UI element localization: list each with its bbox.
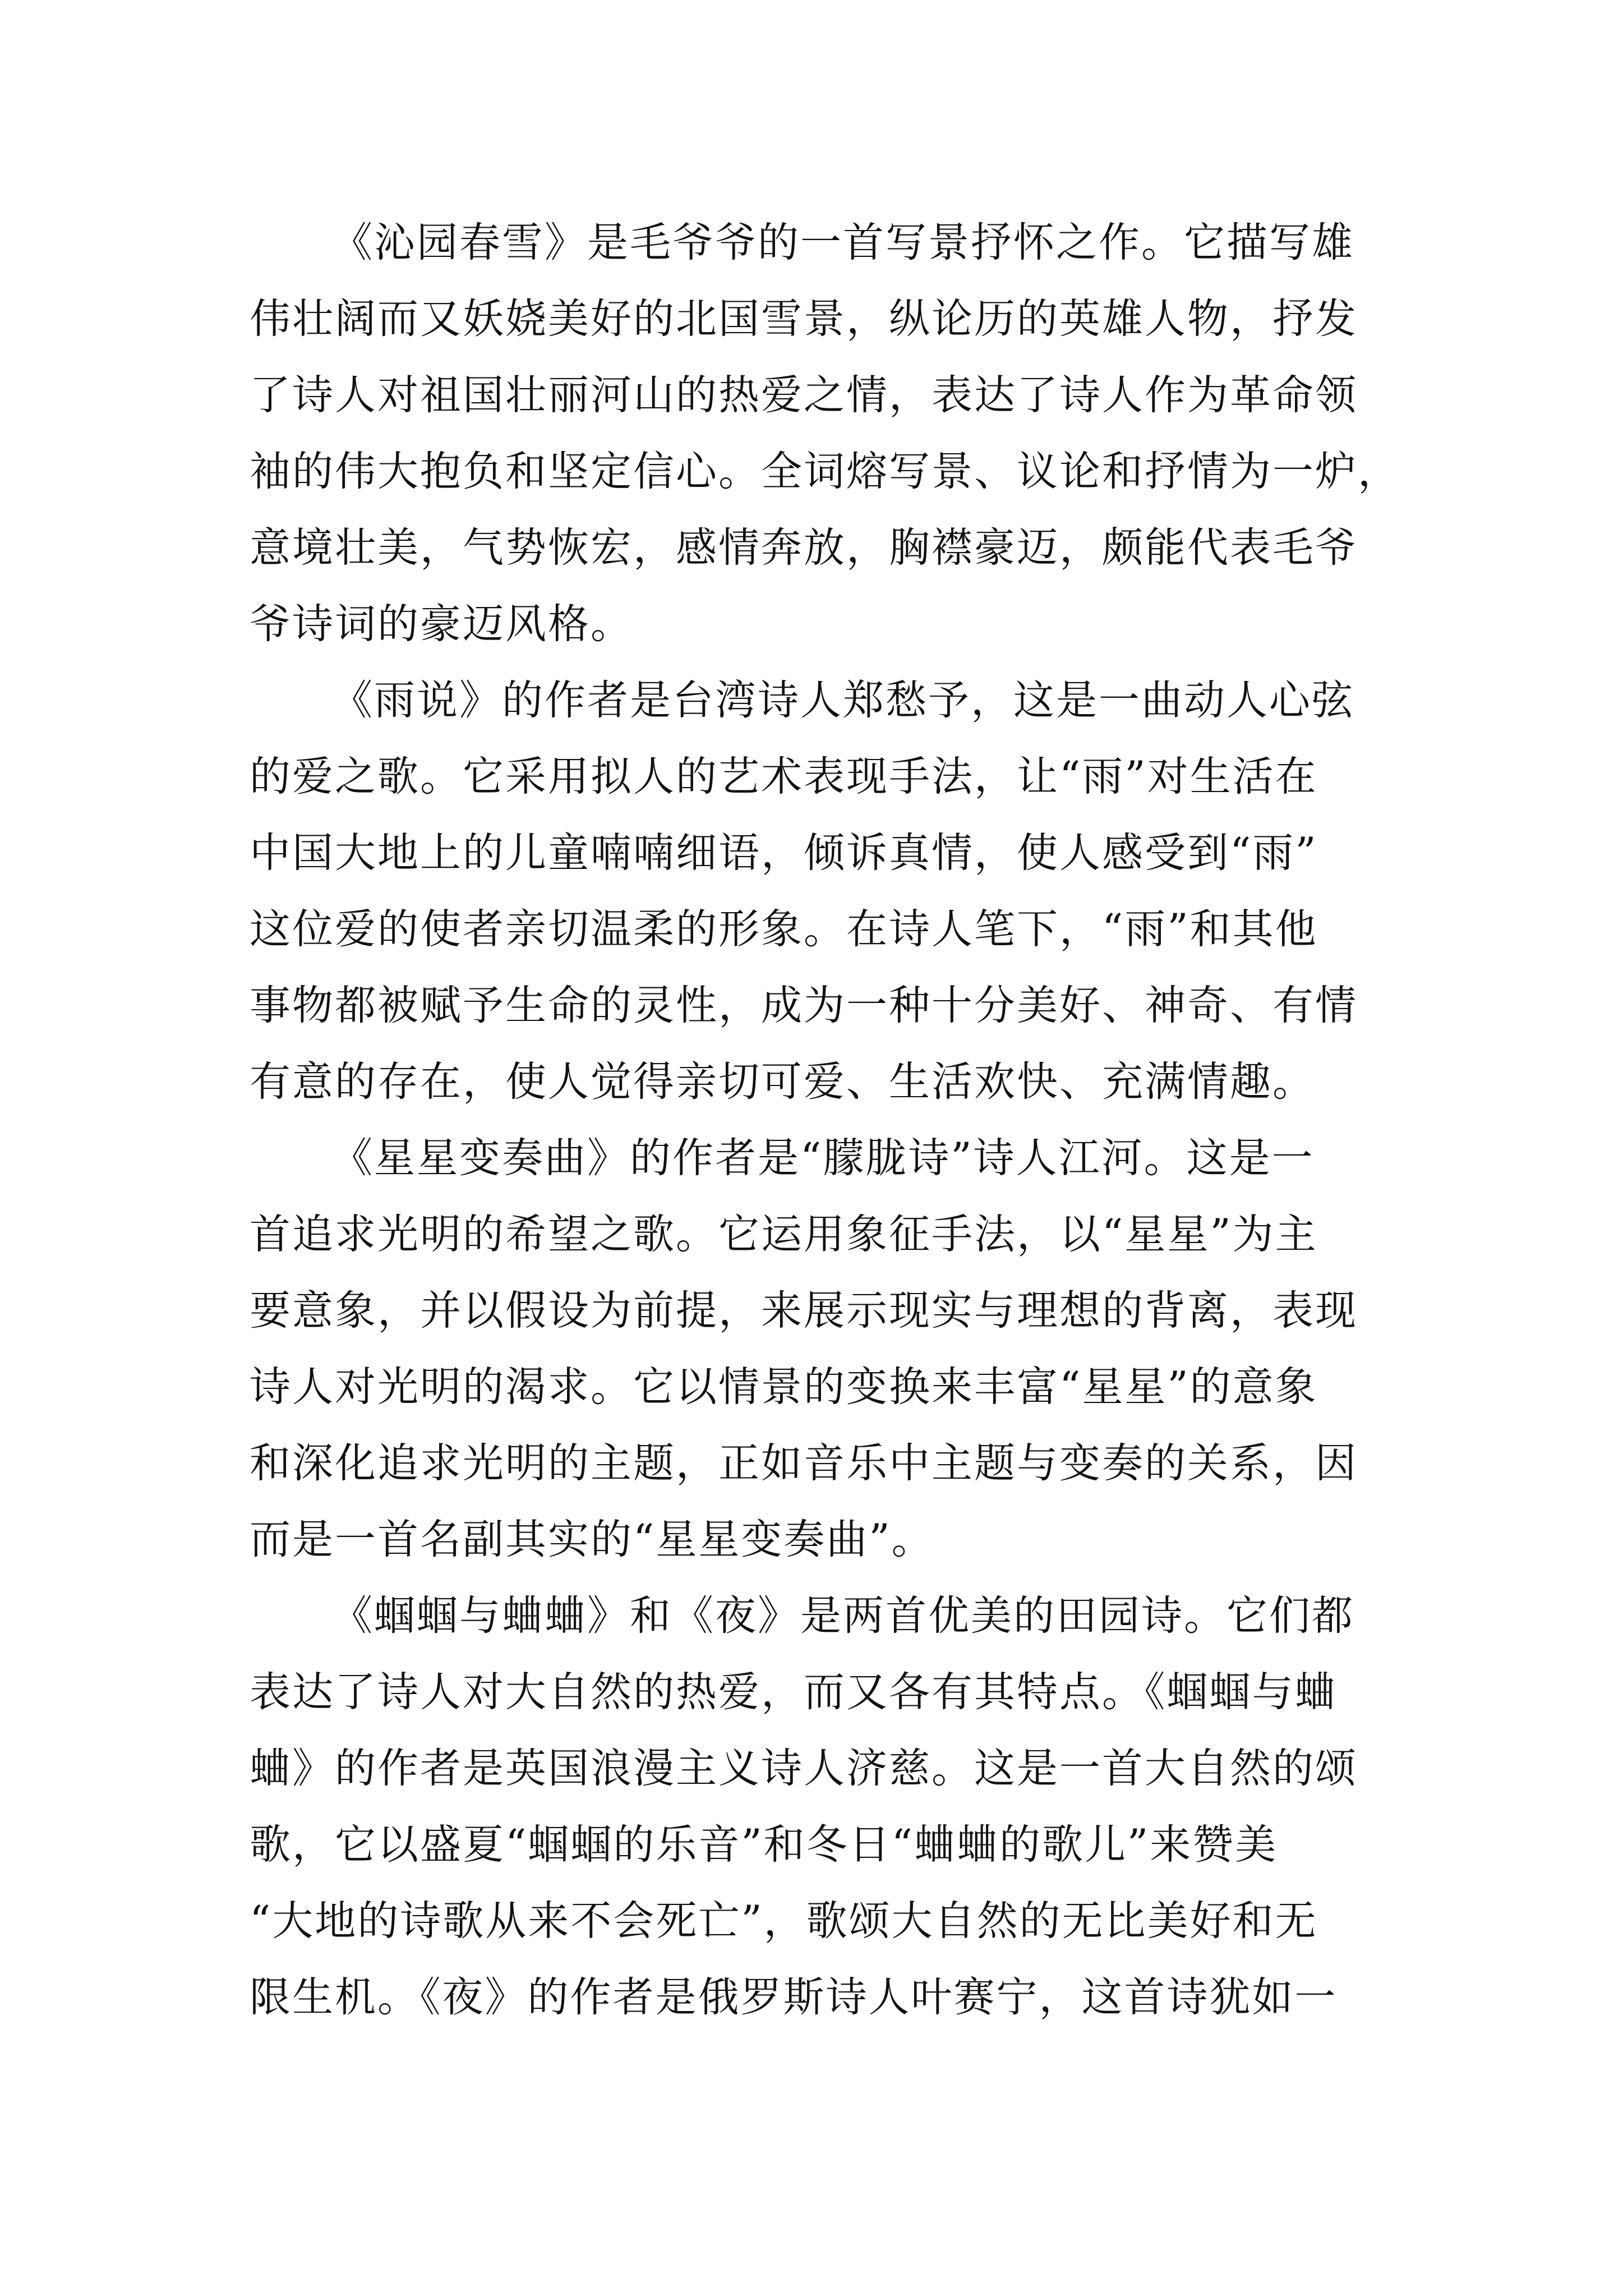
text-line: 和深化追求光明的主题，正如音乐中主题与变奏的关系，因 <box>250 1439 1358 1487</box>
paragraph-xingxing <box>250 1120 1377 1578</box>
body-text <box>250 205 1400 2036</box>
text-line: 这位爱的使者亲切温柔的形象。在诗人笔下，“雨”和其他 <box>250 905 1318 953</box>
paragraph-guoguo <box>250 1578 1377 2036</box>
text-line: 事物都被赋予生命的灵性，成为一种十分美好、神奇、有情 <box>250 982 1358 1029</box>
text-line: 爷诗词的豪迈风格。 <box>250 600 633 648</box>
text-line: 首追求光明的希望之歌。它运用象征手法，以“星星”为主 <box>250 1211 1318 1258</box>
text-line: 袖的伟大抱负和坚定信心。全词熔写景、议论和抒情为一炉， <box>250 448 1400 495</box>
text-line: 而是一首名副其实的“星星变奏曲”。 <box>250 1516 934 1563</box>
text-line: 有意的存在，使人觉得亲切可爱、生活欢快、充满情趣。 <box>250 1058 1315 1106</box>
text-line: 《雨说》的作者是台湾诗人郑愁予，这是一曲动人心弦 <box>331 677 1354 724</box>
text-line: 《蝈蝈与蛐蛐》和《夜》是两首优美的田园诗。它们都 <box>331 1592 1354 1640</box>
text-line: 歌，它以盛夏“蝈蝈的乐音”和冬日“蛐蛐的歌儿”来赞美 <box>250 1821 1278 1869</box>
text-line: 伟壮阔而又妖娆美好的北国雪景，纵论历的英雄人物，抒发 <box>250 295 1358 343</box>
text-line: 了诗人对祖国壮丽河山的热爱之情，表达了诗人作为革命领 <box>250 371 1358 419</box>
text-line: 意境壮美，气势恢宏，感情奔放，胸襟豪迈，颇能代表毛爷 <box>250 524 1358 572</box>
text-line: 中国大地上的儿童喃喃细语，倾诉真情，使人感受到“雨” <box>250 829 1318 877</box>
paragraph-qinyuanchun <box>250 205 1400 662</box>
text-line: 限生机。《夜》的作者是俄罗斯诗人叶赛宁，这首诗犹如一 <box>250 1973 1338 2021</box>
paragraph-yushuo <box>250 662 1377 1120</box>
text-line: 蛐》的作者是英国浪漫主义诗人济慈。这是一首大自然的颂 <box>250 1745 1358 1792</box>
text-line: 诗人对光明的渴求。它以情景的变换来丰富“星星”的意象 <box>250 1363 1318 1411</box>
text-line: 表达了诗人对大自然的热爱，而又各有其特点。《蝈蝈与蛐 <box>250 1668 1338 1716</box>
text-line: 《星星变奏曲》的作者是“朦胧诗”诗人江河。这是一 <box>331 1134 1315 1182</box>
text-line: 要意象，并以假设为前提，来展示现实与理想的背离，表现 <box>250 1287 1358 1335</box>
text-line: “大地的诗歌从来不会死亡”，歌颂大自然的无比美好和无 <box>250 1897 1318 1945</box>
text-line: 《沁园春雪》是毛爷爷的一首写景抒怀之作。它描写雄 <box>331 219 1354 266</box>
text-line: 的爱之歌。它采用拟人的艺术表现手法，让“雨”对生活在 <box>250 753 1318 800</box>
